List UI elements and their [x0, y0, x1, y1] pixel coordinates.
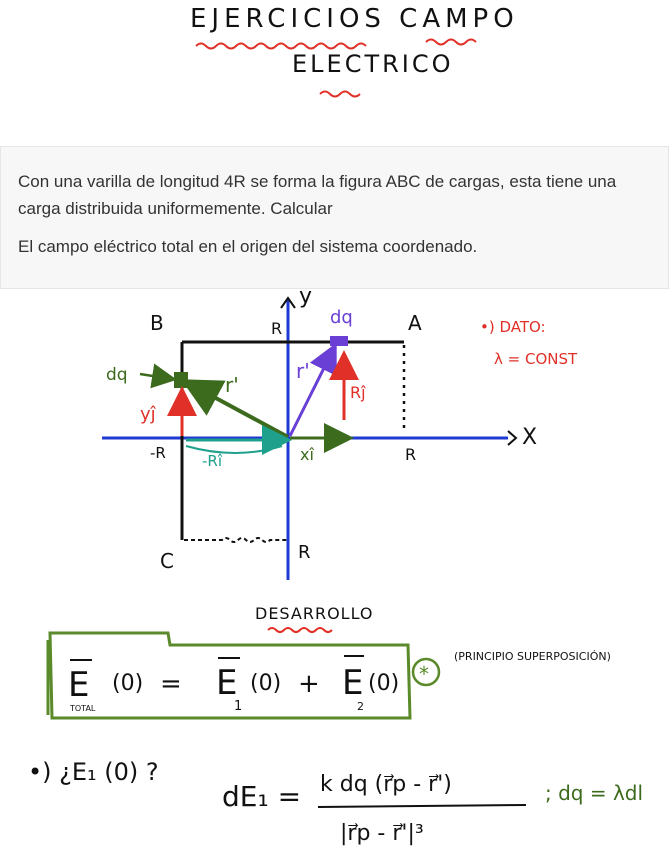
data-note-value: λ = CONST	[494, 350, 578, 368]
e1-subscript: 1	[234, 699, 243, 714]
xi-label: xî	[300, 445, 314, 464]
minus-ri-label: -Rî	[202, 452, 223, 470]
r-left-label: -R	[150, 444, 166, 462]
formula-denominator: |r⃗p - r⃗'|³	[340, 821, 424, 846]
dq-left-element	[174, 372, 188, 388]
dq-top-label: dq	[330, 307, 353, 328]
principle-note: (PRINCIPIO SUPERPOSICIÓN)	[454, 650, 611, 663]
r-right-label: R	[405, 445, 417, 464]
e-total-subscript: TOTAL	[70, 704, 96, 713]
dq-top-element	[330, 336, 348, 346]
r-prime-left-label: r'	[225, 373, 239, 397]
formula-lhs: dE₁ =	[222, 780, 302, 813]
formula-numerator: k dq (r⃗p - r⃗')	[320, 772, 452, 797]
data-note-title: •) DATO:	[480, 318, 546, 336]
formula-fraction-bar	[318, 805, 526, 807]
e2-symbol: E	[342, 663, 364, 703]
superposition-star: *	[419, 662, 429, 686]
r-top-label: R	[271, 319, 283, 338]
problem-statement: Con una varilla de longitud 4R se forma la figura ABC de cargas, esta tiene una carga distribuida uniformemente. Calcular	[18, 172, 617, 218]
point-a-label: A	[408, 311, 422, 335]
development-heading: DESARROLLO	[255, 604, 374, 623]
r-bottom-label: R	[298, 542, 311, 563]
e-total-argument: (0)	[112, 671, 144, 696]
formula-note: ; dq = λdl	[545, 781, 644, 805]
r-prime-right-label: r'	[296, 359, 310, 383]
e2-argument: (0)	[368, 671, 400, 696]
point-c-label: C	[160, 549, 174, 573]
e1-argument: (0)	[250, 671, 282, 696]
y-axis-label: y	[299, 284, 313, 309]
e2-subscript: 2	[357, 700, 364, 713]
e-total-symbol: E	[68, 665, 90, 705]
title-line-2: ELECTRICO	[292, 50, 454, 78]
title-line-1: EJERCICIOS CAMPO	[190, 4, 519, 34]
plus-sign: +	[298, 669, 320, 699]
x-axis-arrow	[508, 431, 516, 445]
minus-ri-brace	[186, 446, 282, 453]
problem-question: El campo eléctrico total en el origen del sistema coordenado.	[18, 237, 478, 256]
x-axis-label: X	[522, 425, 538, 450]
rj-label: Rĵ	[350, 383, 366, 402]
equals-sign: =	[160, 669, 182, 699]
yj-label: yĵ	[140, 404, 156, 425]
dq-left-label: dq	[106, 365, 128, 385]
subquestion: •) ¿E₁ (0) ?	[28, 758, 159, 786]
dq-left-pointer	[140, 374, 172, 379]
e1-symbol: E	[216, 663, 238, 703]
rod-bottom-dashed	[184, 538, 288, 542]
point-b-label: B	[150, 311, 164, 335]
development-underline	[268, 628, 332, 632]
